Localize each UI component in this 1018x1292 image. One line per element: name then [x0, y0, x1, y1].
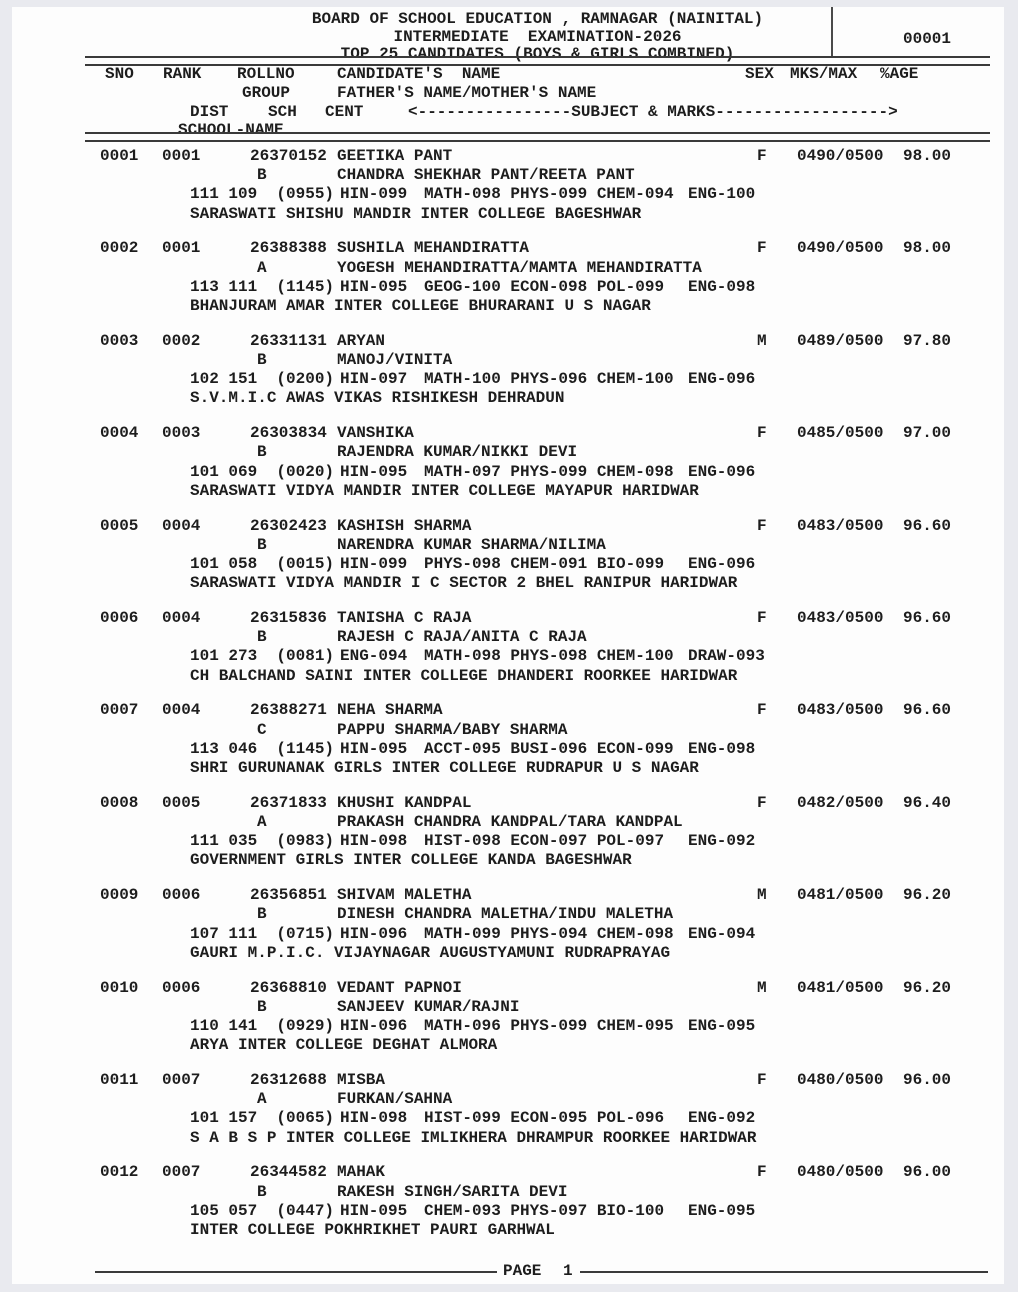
subject-marks-last: DRAW-093	[688, 647, 765, 666]
record-rollno: 26302423	[250, 516, 327, 535]
marks-value: 0483/0500	[797, 701, 884, 720]
sex-value: F	[757, 1071, 767, 1089]
candidate-name: NEHA SHARMA	[337, 701, 443, 720]
subject-marks-last: ENG-098	[688, 739, 756, 758]
percentage-value: 96.00	[903, 1071, 952, 1089]
record-rollno: 26388388	[250, 239, 327, 258]
col-header-rollno: ROLLNO	[237, 65, 295, 83]
parents-names: CHANDRA SHEKHAR PANT/REETA PANT	[337, 166, 635, 185]
marks-value: 0480/0500	[797, 1071, 884, 1089]
parents-names: DINESH CHANDRA MALETHA/INDU MALETHA	[337, 905, 674, 924]
school-name: GAURI M.P.I.C. VIJAYNAGAR AUGUSTYAMUNI RUDRAPRAYAG	[190, 943, 671, 962]
marks-value: 0489/0500	[797, 331, 884, 350]
dist-sch-cent: 101 069 (0020)	[190, 462, 335, 481]
percentage-value: 96.60	[903, 516, 952, 535]
marks-value: 0481/0500	[797, 978, 884, 997]
dist-sch-cent: 111 035 (0983)	[190, 832, 335, 851]
footer-page-label: PAGE	[503, 1262, 542, 1280]
school-name: S.V.M.I.C AWAS VIKAS RISHIKESH DEHRADUN	[190, 389, 565, 408]
candidate-name: VEDANT PAPNOI	[337, 978, 462, 997]
parents-names: MANOJ/VINITA	[337, 351, 453, 369]
subject-marks-middle: MATH-099 PHYS-094 CHEM-098	[424, 924, 674, 943]
percentage-value: 96.20	[903, 978, 952, 997]
group-value: B	[257, 351, 267, 369]
marks-value: 0483/0500	[797, 516, 884, 535]
record-rank: 0001	[162, 147, 201, 165]
record-sno: 0012	[100, 1163, 139, 1182]
candidate-name: KASHISH SHARMA	[337, 516, 472, 535]
subject-marks-middle: HIST-099 ECON-095 POL-096	[424, 1109, 665, 1128]
parents-names: NARENDRA KUMAR SHARMA/NILIMA	[337, 535, 606, 554]
dist-sch-cent: 107 111 (0715)	[190, 924, 335, 943]
record-rank: 0004	[162, 609, 201, 627]
subject-marks-middle: MATH-098 PHYS-098 CHEM-100	[424, 647, 674, 666]
record-rank: 0006	[162, 978, 201, 997]
percentage-value: 96.00	[903, 1163, 952, 1182]
parents-names: PRAKASH CHANDRA KANDPAL/TARA KANDPAL	[337, 813, 683, 831]
col-header-group: GROUP	[242, 84, 291, 102]
record-rank: 0006	[162, 886, 201, 905]
subject-marks-first: HIN-096	[340, 1017, 408, 1035]
candidate-name: SHIVAM MALETHA	[337, 886, 472, 905]
record-sno: 0005	[100, 516, 139, 535]
record-sno: 0008	[100, 793, 139, 812]
marks-value: 0490/0500	[797, 147, 884, 165]
group-value: B	[257, 166, 267, 185]
col-header-dist: DIST	[190, 103, 229, 121]
dist-sch-cent: 102 151 (0200)	[190, 370, 335, 389]
parents-names: RAKESH SINGH/SARITA DEVI	[337, 1182, 568, 1201]
group-value: C	[257, 720, 267, 739]
subject-marks-middle: GEOG-100 ECON-098 POL-099	[424, 277, 665, 296]
dist-sch-cent: 111 109 (0955)	[190, 185, 335, 204]
record-sno: 0011	[100, 1071, 139, 1089]
sex-value: F	[757, 424, 767, 443]
subject-marks-first: HIN-098	[340, 1109, 408, 1128]
subject-marks-middle: PHYS-098 CHEM-091 BIO-099	[424, 555, 665, 573]
dist-sch-cent: 101 273 (0081)	[190, 647, 335, 666]
col-header-pct: %AGE	[880, 65, 919, 83]
group-value: A	[257, 1090, 267, 1109]
percentage-value: 98.00	[903, 239, 952, 258]
school-name: SARASWATI VIDYA MANDIR I C SECTOR 2 BHEL RANIPUR HARIDWAR	[190, 574, 738, 593]
col-header-sex: SEX	[745, 65, 774, 83]
dist-sch-cent: 113 046 (1145)	[190, 739, 335, 758]
marks-value: 0482/0500	[797, 793, 884, 812]
sex-value: F	[757, 516, 767, 535]
subject-marks-middle: MATH-096 PHYS-099 CHEM-095	[424, 1017, 674, 1035]
col-header-name: CANDIDATE'S NAME	[337, 65, 501, 83]
record-sno: 0003	[100, 331, 139, 350]
group-value: A	[257, 813, 267, 831]
percentage-value: 98.00	[903, 147, 952, 165]
record-rollno: 26344582	[250, 1163, 327, 1182]
col-header-rank: RANK	[163, 65, 202, 83]
marks-value: 0481/0500	[797, 886, 884, 905]
sex-value: F	[757, 609, 767, 627]
subject-marks-first: HIN-095	[340, 277, 408, 296]
marks-value: 0483/0500	[797, 609, 884, 627]
board-title: BOARD OF SCHOOL EDUCATION , RAMNAGAR (NAINITAL)	[311, 10, 764, 28]
subject-marks-last: ENG-096	[688, 462, 756, 481]
record-rollno: 26356851	[250, 886, 327, 905]
record-sno: 0007	[100, 701, 139, 720]
school-name: S A B S P INTER COLLEGE IMLIKHERA DHRAMPUR ROORKEE HARIDWAR	[190, 1128, 757, 1147]
record-sno: 0004	[100, 424, 139, 443]
candidate-name: GEETIKA PANT	[337, 147, 453, 165]
footer-page-number: 1	[563, 1262, 573, 1280]
subject-marks-last: ENG-092	[688, 832, 756, 851]
parents-names: RAJENDRA KUMAR/NIKKI DEVI	[337, 443, 578, 462]
col-header-sch: SCH	[268, 103, 297, 121]
col-header-mks: MKS/MAX	[790, 65, 858, 83]
school-name: BHANJURAM AMAR INTER COLLEGE BHURARANI U S NAGAR	[190, 297, 651, 315]
parents-names: FURKAN/SAHNA	[337, 1090, 453, 1109]
percentage-value: 96.20	[903, 886, 952, 905]
sex-value: F	[757, 701, 767, 720]
subject-marks-middle: HIST-098 ECON-097 POL-097	[424, 832, 665, 851]
group-value: B	[257, 628, 267, 647]
subject-marks-first: ENG-094	[340, 647, 408, 666]
group-value: B	[257, 997, 267, 1016]
subject-marks-last: ENG-095	[688, 1201, 756, 1220]
record-rank: 0002	[162, 331, 201, 350]
record-sno: 0001	[100, 147, 139, 165]
record-rank: 0004	[162, 516, 201, 535]
subject-marks-middle: MATH-100 PHYS-096 CHEM-100	[424, 370, 674, 389]
parents-names: PAPPU SHARMA/BABY SHARMA	[337, 720, 568, 739]
subject-marks-middle: MATH-097 PHYS-099 CHEM-098	[424, 462, 674, 481]
subject-marks-first: HIN-098	[340, 832, 408, 851]
subject-marks-arrow: <----------------SUBJECT & MARKS------------------>	[408, 103, 898, 121]
sex-value: F	[757, 239, 767, 258]
record-rank: 0005	[162, 793, 201, 812]
marks-value: 0490/0500	[797, 239, 884, 258]
group-value: B	[257, 535, 267, 554]
sex-value: M	[757, 886, 767, 905]
subject-marks-last: ENG-098	[688, 277, 756, 296]
dist-sch-cent: 110 141 (0929)	[190, 1017, 335, 1035]
record-rank: 0004	[162, 701, 201, 720]
group-value: B	[257, 443, 267, 462]
dist-sch-cent: 101 058 (0015)	[190, 555, 335, 573]
school-name: INTER COLLEGE POKHRIKHET PAURI GARHWAL	[190, 1221, 555, 1239]
school-name: SHRI GURUNANAK GIRLS INTER COLLEGE RUDRAPUR U S NAGAR	[190, 759, 699, 777]
col-header-parents: FATHER'S NAME/MOTHER'S NAME	[337, 84, 597, 102]
subject-marks-middle: MATH-098 PHYS-099 CHEM-094	[424, 185, 674, 204]
subject-marks-first: HIN-095	[340, 1201, 408, 1220]
record-rollno: 26303834	[250, 424, 327, 443]
school-name: SARASWATI VIDYA MANDIR INTER COLLEGE MAYAPUR HARIDWAR	[190, 481, 699, 500]
subject-marks-first: HIN-095	[340, 462, 408, 481]
serial-number: 00001	[903, 30, 952, 48]
record-sno: 0006	[100, 609, 139, 627]
candidate-name: VANSHIKA	[337, 424, 414, 443]
record-sno: 0002	[100, 239, 139, 258]
subject-marks-last: ENG-095	[688, 1017, 756, 1035]
group-value: B	[257, 905, 267, 924]
footer-rule-right	[580, 1271, 988, 1273]
sex-value: F	[757, 793, 767, 812]
subject-marks-last: ENG-096	[688, 370, 756, 389]
record-rollno: 26331131	[250, 331, 327, 350]
subject-marks-last: ENG-100	[688, 185, 756, 204]
marks-value: 0480/0500	[797, 1163, 884, 1182]
col-header-school: SCHOOL-NAME	[178, 121, 284, 139]
record-rollno: 26315836	[250, 609, 327, 627]
record-rank: 0003	[162, 424, 201, 443]
parents-names: SANJEEV KUMAR/RAJNI	[337, 997, 520, 1016]
subject-marks-last: ENG-094	[688, 924, 756, 943]
group-value: B	[257, 1182, 267, 1201]
school-name: GOVERNMENT GIRLS INTER COLLEGE KANDA BAGESHWAR	[190, 851, 632, 870]
subject-marks-first: HIN-096	[340, 924, 408, 943]
candidate-name: SUSHILA MEHANDIRATTA	[337, 239, 530, 258]
subject-marks-middle: ACCT-095 BUSI-096 ECON-099	[424, 739, 674, 758]
report-title: TOP 25 CANDIDATES (BOYS & GIRLS COMBINED)	[340, 45, 735, 63]
footer-rule-left	[95, 1271, 497, 1273]
school-name: CH BALCHAND SAINI INTER COLLEGE DHANDERI ROORKEE HARIDWAR	[190, 666, 738, 685]
candidate-name: TANISHA C RAJA	[337, 609, 472, 627]
col-header-cent: CENT	[325, 103, 364, 121]
percentage-value: 97.00	[903, 424, 952, 443]
sex-value: M	[757, 978, 767, 997]
subject-marks-first: HIN-099	[340, 185, 408, 204]
record-rollno: 26370152	[250, 147, 327, 165]
school-name: SARASWATI SHISHU MANDIR INTER COLLEGE BAGESHWAR	[190, 204, 642, 223]
school-name: ARYA INTER COLLEGE DEGHAT ALMORA	[190, 1036, 498, 1055]
candidate-name: ARYAN	[337, 331, 386, 350]
sex-value: F	[757, 147, 767, 165]
sex-value: M	[757, 331, 767, 350]
parents-names: YOGESH MEHANDIRATTA/MAMTA MEHANDIRATTA	[337, 258, 702, 277]
record-rank: 0007	[162, 1163, 201, 1182]
candidate-name: MISBA	[337, 1071, 386, 1089]
exam-title: INTERMEDIATE EXAMINATION-2026	[393, 28, 682, 46]
dist-sch-cent: 101 157 (0065)	[190, 1109, 335, 1128]
subject-marks-first: HIN-095	[340, 739, 408, 758]
parents-names: RAJESH C RAJA/ANITA C RAJA	[337, 628, 587, 647]
group-value: A	[257, 258, 267, 277]
percentage-value: 97.80	[903, 331, 952, 350]
record-rank: 0001	[162, 239, 201, 258]
record-rollno: 26388271	[250, 701, 327, 720]
dist-sch-cent: 105 057 (0447)	[190, 1201, 335, 1220]
record-rank: 0007	[162, 1071, 201, 1089]
candidate-name: MAHAK	[337, 1163, 386, 1182]
record-rollno: 26312688	[250, 1071, 327, 1089]
percentage-value: 96.40	[903, 793, 952, 812]
record-rollno: 26371833	[250, 793, 327, 812]
col-header-sno: SNO	[105, 65, 134, 83]
subject-marks-last: ENG-096	[688, 555, 756, 573]
subject-marks-middle: CHEM-093 PHYS-097 BIO-100	[424, 1201, 665, 1220]
marks-value: 0485/0500	[797, 424, 884, 443]
subject-marks-last: ENG-092	[688, 1109, 756, 1128]
percentage-value: 96.60	[903, 609, 952, 627]
candidate-name: KHUSHI KANDPAL	[337, 793, 472, 812]
sex-value: F	[757, 1163, 767, 1182]
subject-marks-first: HIN-099	[340, 555, 408, 573]
dist-sch-cent: 113 111 (1145)	[190, 277, 335, 296]
record-sno: 0010	[100, 978, 139, 997]
record-rollno: 26368810	[250, 978, 327, 997]
subject-marks-first: HIN-097	[340, 370, 408, 389]
record-sno: 0009	[100, 886, 139, 905]
percentage-value: 96.60	[903, 701, 952, 720]
